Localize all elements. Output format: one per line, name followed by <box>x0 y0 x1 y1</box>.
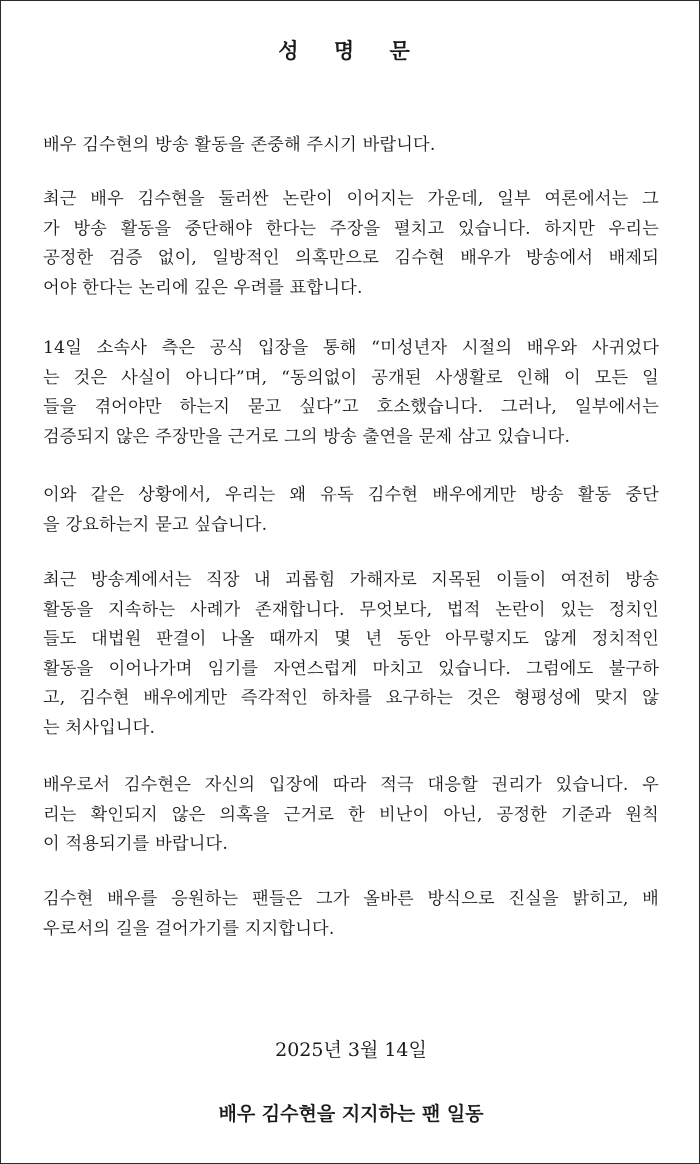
paragraph-line: 공정한 검증 없이, 일방적인 의혹만으로 김수현 배우가 방송에서 배제되 <box>43 248 659 268</box>
paragraph-support <box>43 885 659 944</box>
statement-title: 성 명 문 <box>278 38 424 63</box>
paragraph-fairness <box>43 566 659 743</box>
paragraph-rights <box>43 771 659 860</box>
paragraph-line: 이 적용되기를 바랍니다. <box>43 834 229 854</box>
paragraph-background <box>43 185 659 303</box>
paragraph-request <box>43 131 659 161</box>
paragraph-line: 최근 배우 김수현을 둘러싼 논란이 이어지는 가운데, 일부 여론에서는 그 <box>43 189 659 209</box>
paragraph-line: 김수현 배우를 응원하는 팬들은 그가 올바른 방식으로 진실을 밝히고, 배 <box>43 889 659 909</box>
paragraph-agency-statement <box>43 334 659 452</box>
paragraph-line: 가 방송 활동을 중단해야 한다는 주장을 펼치고 있습니다. 하지만 우리는 <box>43 218 659 239</box>
paragraph-line: 이와 같은 상황에서, 우리는 왜 유독 김수현 배우에게만 방송 활동 중단 <box>43 485 659 505</box>
statement-signature: 배우 김수현을 지지하는 팬 일동 <box>218 1103 484 1125</box>
paragraph-line: 활동을 지속하는 사례가 존재합니다. 무엇보다, 법적 논란이 있는 정치인 <box>43 599 659 620</box>
paragraph-line: 우로서의 길을 걸어가기를 지지합니다. <box>43 918 335 939</box>
paragraph-line: 배우 김수현의 방송 활동을 존중해 주시기 바랍니다. <box>43 135 436 155</box>
paragraph-line: 들도 대법원 판결이 나올 때까지 몇 년 동안 아무렇지도 않게 정치적인 <box>43 629 659 649</box>
paragraph-line: 최근 방송계에서는 직장 내 괴롭힘 가해자로 지목된 이들이 여전히 방송 <box>43 570 659 590</box>
paragraph-line: 배우로서 김수현은 자신의 입장에 따라 적극 대응할 권리가 있습니다. 우 <box>43 775 659 795</box>
paragraph-line: 리는 확인되지 않은 의혹을 근거로 한 비난이 아닌, 공정한 기준과 원칙 <box>43 804 659 825</box>
paragraph-line: 어야 한다는 논리에 깊은 우려를 표합니다. <box>43 277 363 298</box>
paragraph-line: 고, 김수현 배우에게만 즉각적인 하차를 요구하는 것은 형평성에 맞지 않 <box>43 688 659 708</box>
paragraph-line: 을 강요하는지 묻고 싶습니다. <box>43 514 268 535</box>
paragraph-line: 는 처사입니다. <box>43 717 156 738</box>
paragraph-question <box>43 481 659 540</box>
paragraph-line: 활동을 이어나가며 임기를 자연스럽게 마치고 있습니다. 그럼에도 불구하 <box>43 658 659 679</box>
paragraph-line: 14일 소속사 측은 공식 입장을 통해 “미성년자 시절의 배우와 사귀었다 <box>43 338 659 358</box>
paragraph-line: 들을 겪어야만 하는지 묻고 싶다”고 호소했습니다. 그러나, 일부에서는 <box>43 397 659 417</box>
statement-date: 2025년 3월 14일 <box>275 1039 427 1061</box>
paragraph-line: 는 것은 사실이 아니다”며, “동의없이 공개된 사생활로 인해 이 모든 일 <box>43 367 659 388</box>
paragraph-line: 검증되지 않은 주장만을 근거로 그의 방송 출연을 문제 삼고 있습니다. <box>43 426 571 447</box>
